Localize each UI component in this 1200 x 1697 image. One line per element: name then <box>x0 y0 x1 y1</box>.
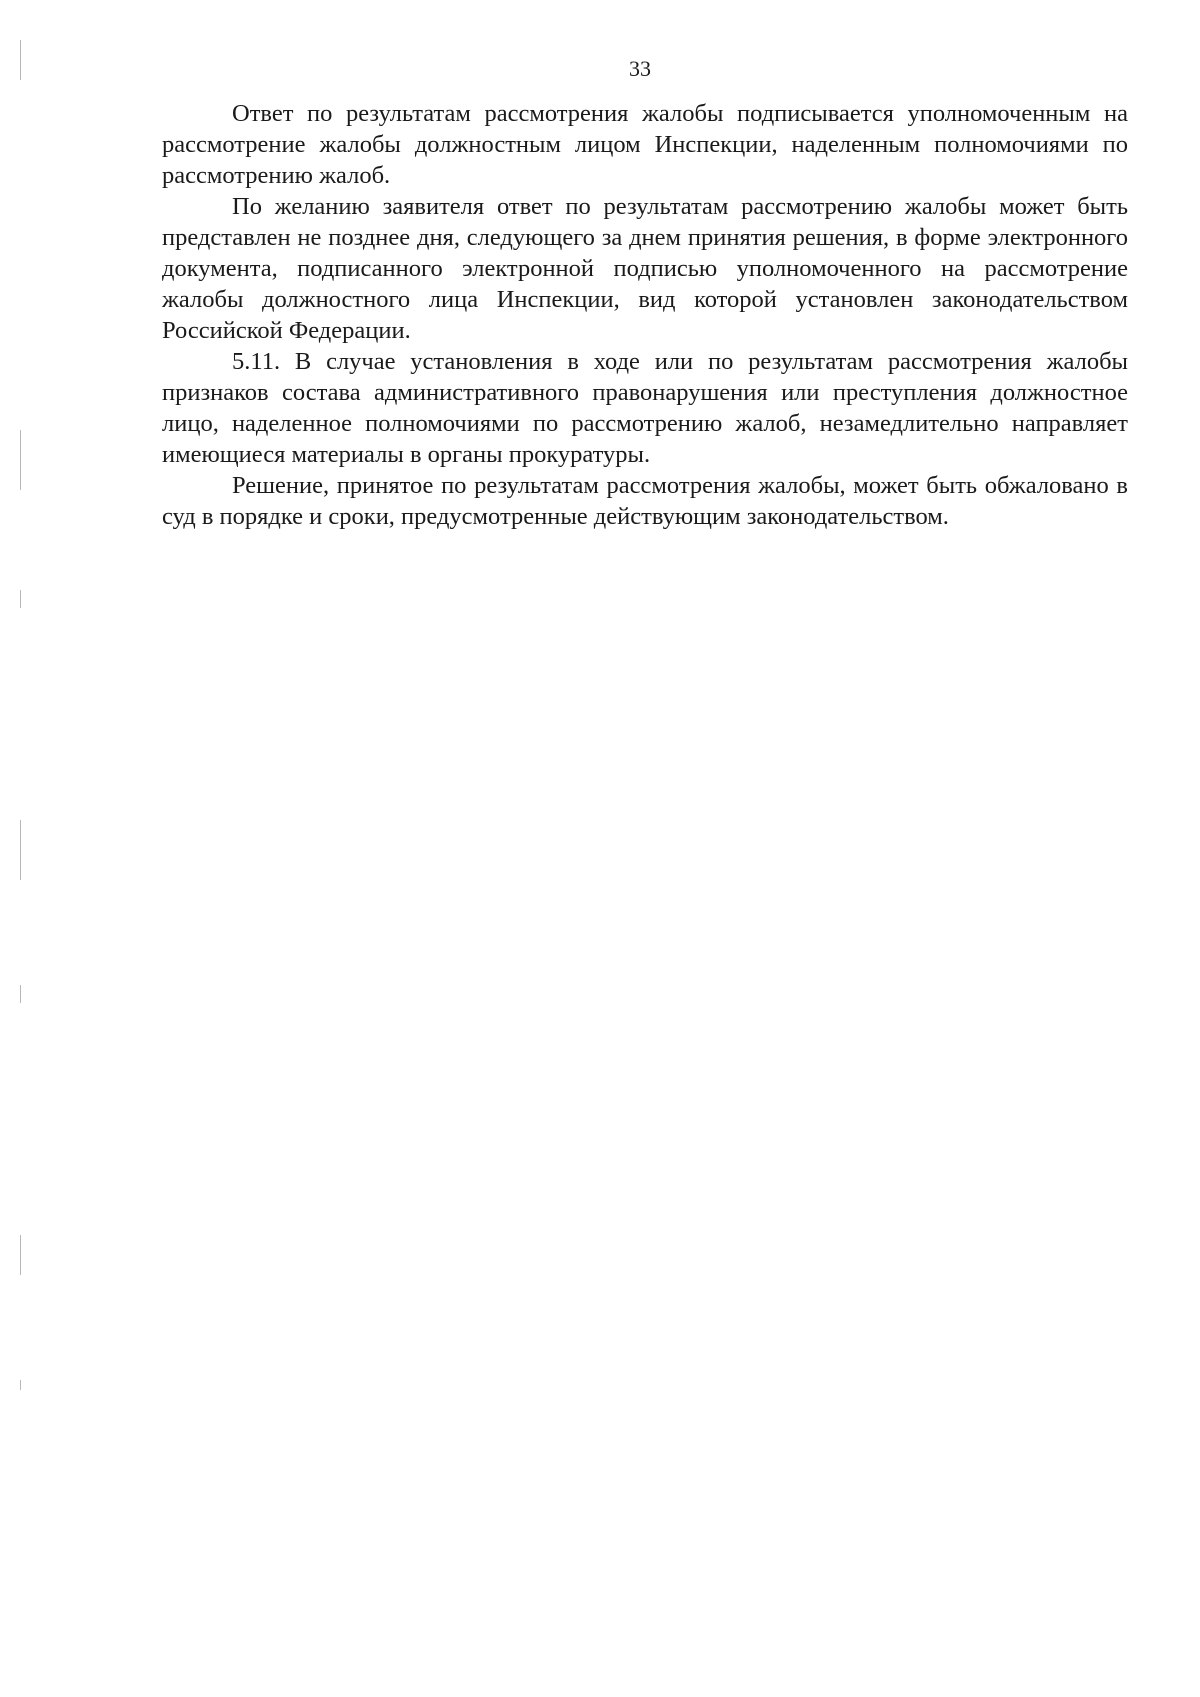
paragraph-electronic-response: По желанию заявителя ответ по результатам рассмотрению жалобы может быть представлен не позднее дня, следующего за днем принятия решения, в форме электронного документа, подписанного электронной подписью уполномоченного на рассмотрение жалобы должностного лица Инспекции, вид которой установлен законодательством Российской Федерации. <box>162 193 1128 344</box>
paragraph-section-5-11: 5.11. В случае установления в ходе или по результатам рассмотрения жалобы признаков состава административного правонарушения или преступления должностное лицо, наделенное полномочиями по рассмотрению жалоб, незамедлительно направляет имеющиеся материалы в органы прокуратуры. <box>162 348 1128 468</box>
paragraph-response-signature: Ответ по результатам рассмотрения жалобы подписывается уполномоченным на рассмотрение жалобы должностным лицом Инспекции, наделенным полномочиями по рассмотрению жалоб. <box>162 100 1128 189</box>
paragraph-appeal-decision: Решение, принятое по результатам рассмотрения жалобы, может быть обжаловано в суд в порядке и сроки, предусмотренные действующим законодательством. <box>162 472 1128 530</box>
document-body <box>162 98 1128 532</box>
page-number: 33 <box>629 56 651 81</box>
